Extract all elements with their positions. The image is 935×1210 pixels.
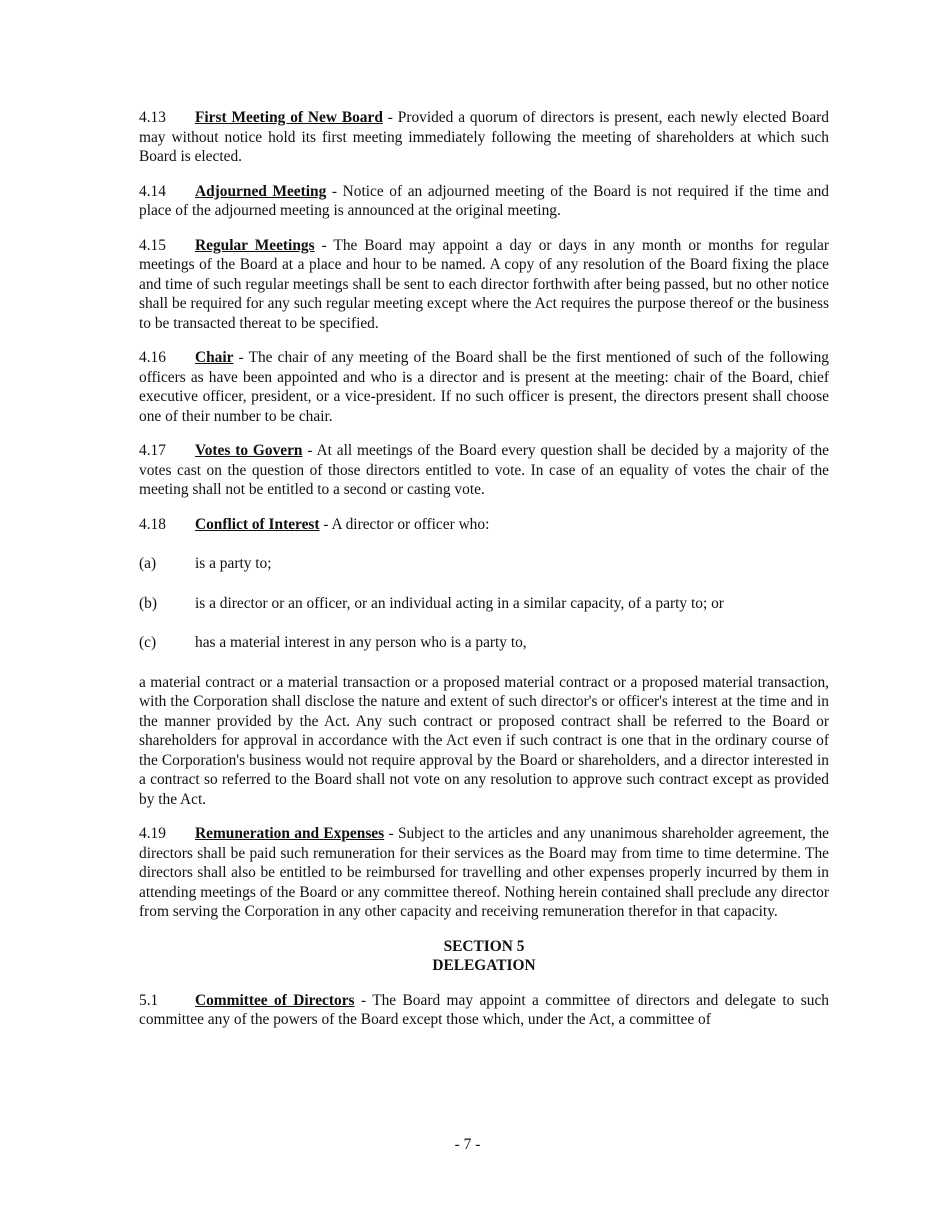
conflict-continuation: a material contract or a material transaction or a proposed material contract or a proposed material transaction, with the Corporation shall disclose the nature and extent of such director's or officer's interest at the time and in the manner provided by the Act. Any such contract or proposed contract shall be referred to the Board or shareholders for approval in accordance with the Act even if such contract is one that in the ordinary course of the Corporation's business would not require approval by the Board or shareholders, and a director interested in a contract so referred to the Board shall not vote on any resolution to approve such contract except as provided by the Act. [139, 673, 829, 808]
paragraph-heading: Committee of Directors [195, 991, 355, 1009]
paragraph-heading: Adjourned Meeting [195, 182, 327, 200]
section-number: 4.19 [139, 825, 166, 842]
paragraph-4-18 [139, 515, 829, 535]
paragraph-heading: Conflict of Interest [195, 515, 320, 533]
paragraph-4-16 [139, 348, 829, 426]
section-number: 5.1 [139, 991, 159, 1009]
list-item [139, 633, 829, 653]
paragraph-4-19 [139, 824, 829, 922]
paragraph-text: - At all meetings of the Board every question shall be decided by a majority of the votes cast on the question of those directors entitled to vote. In case of an equality of votes the chair of the meeting shall not be entitled to a second or casting vote. [139, 442, 829, 498]
section-heading [139, 937, 829, 976]
list-item-label: (a) [139, 555, 157, 572]
paragraph-4-15 [139, 236, 829, 334]
list-item-text: is a director or an officer, or an individual acting in a similar capacity, of a party to; or [195, 594, 724, 612]
list-item-text: is a party to; [195, 555, 272, 572]
paragraph-heading: First Meeting of New Board [195, 109, 383, 126]
document-body [139, 108, 829, 1045]
paragraph-5-1 [139, 991, 829, 1030]
paragraph-4-14 [139, 182, 829, 221]
paragraph-text: - Subject to the articles and any unanimous shareholder agreement, the directors shall be paid such remuneration for their services as the Board may from time to time determine. The directors shall also be entitled to be reimbursed for travelling and other expenses properly incurred by them in attending meetings of the Board or any committee thereof. Nothing herein contained shall preclude any director from serving the Corporation in any other capacity and receiving remuneration therefor in that capacity. [139, 825, 829, 920]
list-item-label: (b) [139, 594, 157, 612]
paragraph-text: - Provided a quorum of directors is present, each newly elected Board may without notice hold its first meeting immediately following the meeting of shareholders at which such Board is elected. [139, 109, 829, 165]
paragraph-text: - The Board may appoint a day or days in any month or months for regular meetings of the Board at a place and hour to be named. A copy of any resolution of the Board fixing the place and time of such regular meetings shall be sent to each director forthwith after being passed, but no other notice shall be required for any such regular meeting except where the Act requires the purpose thereof or the business to be transacted thereat to be specified. [139, 236, 829, 332]
paragraph-heading: Remuneration and Expenses [195, 825, 385, 842]
section-number: 4.16 [139, 349, 166, 366]
page-number: - 7 - [454, 1136, 481, 1153]
section-number: 4.18 [139, 515, 166, 533]
paragraph-heading: Votes to Govern [195, 442, 303, 459]
list-item-text: has a material interest in any person who is a party to, [195, 634, 527, 651]
paragraph-heading: Regular Meetings [195, 236, 315, 254]
list-item [139, 554, 829, 574]
list-item-label: (c) [139, 634, 157, 651]
paragraph-heading: Chair [195, 349, 234, 366]
paragraph-text: - Notice of an adjourned meeting of the Board is not required if the time and place of the adjourned meeting is announced at the original meeting. [139, 182, 829, 219]
paragraph-text: - The Board may appoint a committee of directors and delegate to such committee any of the powers of the Board except those which, under the Act, a committee of [139, 991, 829, 1028]
list-item [139, 594, 829, 614]
section-subtitle: DELEGATION [432, 957, 536, 974]
section-number: 4.14 [139, 182, 166, 200]
section-title: SECTION 5 [443, 937, 525, 955]
paragraph-text: - A director or officer who: [319, 515, 490, 533]
paragraph-4-17 [139, 441, 829, 500]
paragraph-4-13 [139, 108, 829, 167]
section-number: 4.15 [139, 236, 166, 254]
section-number: 4.17 [139, 442, 166, 459]
paragraph-text: - The chair of any meeting of the Board shall be the first mentioned of such of the following officers as have been appointed and who is a director and is present at the meeting: chair of the Board, chief executive officer, president, or a vice-president. If no such officer is present, the directors present shall choose one of their number to be chair. [139, 349, 829, 425]
section-number: 4.13 [139, 109, 166, 126]
